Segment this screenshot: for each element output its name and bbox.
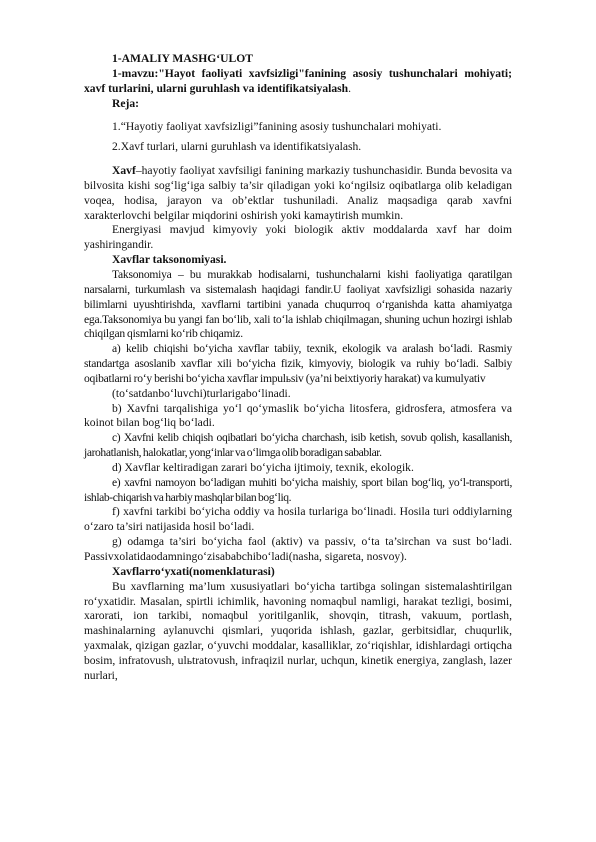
energy-paragraph: Energiyasi mavjud kimyoviy yoki biologik aktiv moddalarda xavf har doim yashiringandir. xyxy=(84,223,512,252)
nomenclature-heading: Xavflarro‘yxati(nomenklaturasi) xyxy=(112,564,275,578)
topic-end: . xyxy=(348,81,352,95)
xavf-term: Xavf xyxy=(112,164,136,178)
list-item-c: c) Xavfni kelib chiqish oqibatlari bo‘yicha charchash, isib ketish, sovub qolish, kasallanish, jarohatlanish, halokatlar, yong‘inlar va o‘limga olib boradigan sabablar. xyxy=(84,431,512,460)
topic-text: 1-mavzu:"Hayot faoliyati xavfsizligi"fanining asosiy tushunchalari mohiyati; xavf turlarini, ularni guruhlash va identifikatsiyalash xyxy=(84,66,512,95)
nomenclature-paragraph: Bu xavflarning ma’lum xususiyatlari bo‘yicha tartibga solingan sistemalashtirilgan ro‘yxatidir. Masalan, spirtli ichimlik, havoning nomaqbul namligi, harakat tezligi, bosimi, xarorati, ion tarkibi, nomaqbul yoritilganlik, shovqin, titrash, vakuum, portlash, mashinalarning aylanuvchi qismlari, yuqorida ishlash, gazlar, gerbitsidlar, chuqurlik, yaxmalak, qizigan gazlar, o‘yuvchi moddalar, kasalliklar, zo‘riqishlar, idishlardagi ortiqcha bosim, infratovush, ulьtratovush, infraqizil nurlar, uchqun, kinetik energiya, zanglash, lazer nurlari, xyxy=(84,579,512,682)
plan-item-1: 1.“Hayotiy faoliyat xavfsizligi”fanining asosiy tushunchalari mohiyati. xyxy=(112,120,442,134)
xavf-definition xyxy=(84,164,512,223)
plan-item-2: 2.Xavf turlari, ularni guruhlash va identifikatsiyalash. xyxy=(112,140,362,154)
list-item-f: f) xavfni tarkibi bo‘yicha oddiy va hosila turlariga bo‘linadi. Hosila turi oddiylarning o‘zaro ta’siri natijasida hosil bo‘ladi. xyxy=(84,505,512,534)
list-item-e: e) xavfni namoyon bo‘ladigan muhiti bo‘yicha maishiy, sport bilan bog‘liq, yo‘l-transporti, ishlab-chiqarish va harbiy mashqlar bilan bog‘liq. xyxy=(84,475,512,504)
list-item-g: g) odamga ta’siri bo‘yicha faol (aktiv) va passiv, o‘ta ta’sirchan va sust bo‘ladi. Passivxolatidaodamningo‘zisababchibo‘ladi(nasha, sigareta, nosvoy). xyxy=(84,535,512,563)
taxonomy-paragraph: Taksonomiya – bu murakkab hodisalarni, tushunchalarni kishi faoliyatiga qaratilgan narsalarni, turkumlash va sistemalash haqidagi fandir.U faoliyat xavfsizligi sohasida nazariy bilimlarni uyushtirishda, xavflarni tartibini yanada chuqurroq o‘rganishda katta ahamiyatga ega.Taksonomiya bu yangi fan bo‘lib, xali to‘la ishlab chiqilmagan, shuning uchun hozirgi ishlab chiqilgan qismlarni ko‘rib chiqamiz. xyxy=(84,267,512,341)
document-page xyxy=(84,52,512,684)
list-item-a: a) kelib chiqishi bo‘yicha xavflar tabiiy, texnik, ekologik va aralash bo‘ladi. Rasmiy standartga asoslanib xavflar xili bo‘yicha fizik, kimyoviy, biologik va ruhiy bo‘ladi. Salbiy oqibatlarni ro‘y berishi bo‘yicha xavflar impulьsiv (ya’ni beixtiyoriy harakat) va kumulyativ xyxy=(84,342,512,385)
plan-label: Reja: xyxy=(112,96,140,110)
list-item-a-cont: (to‘satdanbo‘luvchi)turlarigabo‘linadi. xyxy=(112,386,291,400)
list-item-d: d) Xavflar keltiradigan zarari bo‘yicha ijtimoiy, texnik, ekologik. xyxy=(112,460,414,474)
xavf-def-text: –hayotiy faoliyat xavfsiligi fanining markaziy tushunchasidir. Bunda bevosita va bilvosita kishi sog‘lig‘iga salbiy ta’sir qiladigan yoki ko‘ngilsiz oqibatlarga olib keladigan voqea, hodisa, jarayon va ob’ektlar tushuniladi. Analiz maqsadiga qarab xavfni xarakterlovchi belgilar miqdorini oshirish yoki kamaytirish mumkin. xyxy=(84,164,512,222)
list-item-b: b) Xavfni tarqalishiga yo‘l qo‘ymaslik bo‘yicha litosfera, gidrosfera, atmosfera va koinot bilan bog‘liq bo‘ladi. xyxy=(84,401,512,430)
taxonomy-heading: Xavflar taksonomiyasi. xyxy=(112,253,227,267)
lesson-topic xyxy=(84,67,512,97)
lesson-title: 1-AMALIY MASHG‘ULOT xyxy=(112,52,253,65)
